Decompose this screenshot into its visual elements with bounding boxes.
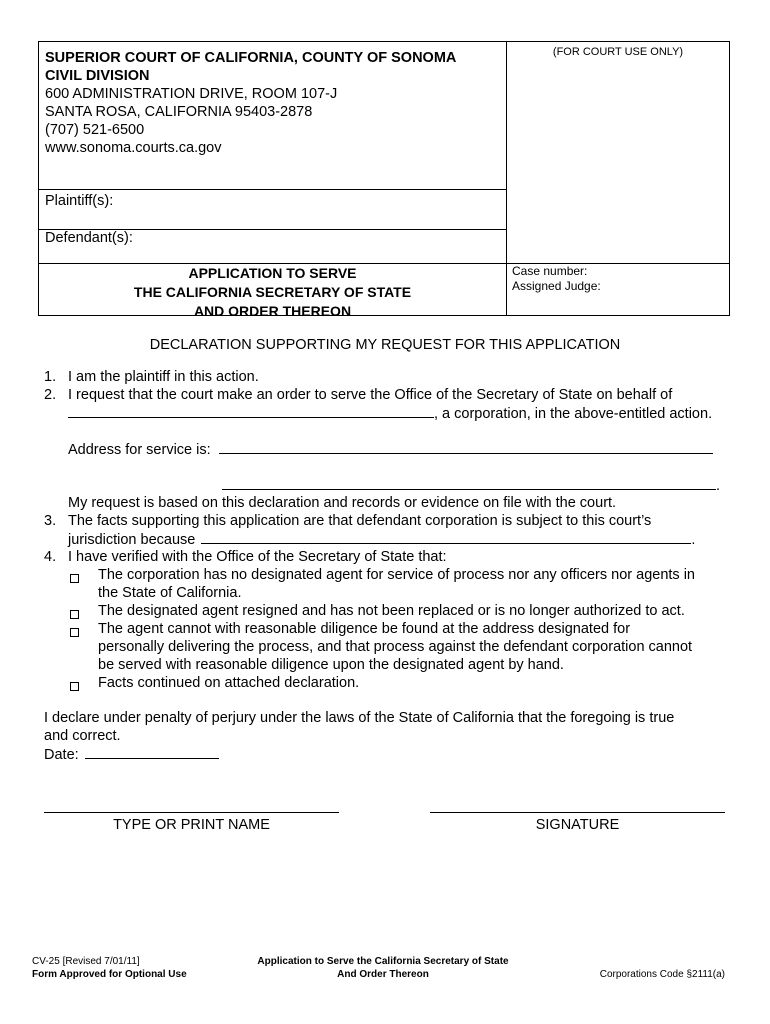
item-2-number: 2.	[44, 387, 57, 403]
item-1-text: I am the plaintiff in this action.	[68, 369, 259, 385]
date-label: Date:	[44, 747, 79, 763]
address-field-line-2[interactable]	[222, 476, 716, 490]
plaintiff-label: Plaintiff(s):	[45, 193, 114, 209]
item-3-number: 3.	[44, 513, 57, 529]
item-4-number: 4.	[44, 549, 57, 565]
jurisdiction-period: .	[691, 532, 696, 548]
form-title-line-3: AND ORDER THEREON	[193, 303, 352, 319]
court-address-2: SANTA ROSA, CALIFORNIA 95403-2878	[45, 104, 313, 120]
checkbox-facts-continued[interactable]	[70, 678, 79, 696]
item-3-text-2: jurisdiction because	[68, 532, 196, 548]
form-title-line-1: APPLICATION TO SERVE	[188, 265, 357, 281]
court-name: SUPERIOR COURT OF CALIFORNIA, COUNTY OF SONOMA	[45, 50, 457, 66]
court-division: CIVIL DIVISION	[45, 68, 150, 84]
checkbox-no-agent-text-1: The corporation has no designated agent for service of process nor any officers nor agents in	[98, 567, 695, 583]
court-address-1: 600 ADMINISTRATION DRIVE, ROOM 107-J	[45, 86, 338, 102]
item-4-text: I have verified with the Office of the Secretary of State that:	[68, 549, 447, 565]
print-name-field[interactable]	[44, 812, 339, 813]
checkbox-facts-continued-text: Facts continued on attached declaration.	[98, 675, 360, 691]
item-2-text: I request that the court make an order to serve the Office of the Secretary of State on behalf of	[68, 387, 673, 403]
address-for-service-label: Address for service is:	[68, 442, 211, 458]
checkbox-agent-not-found[interactable]	[70, 624, 79, 642]
address-period: .	[716, 478, 721, 494]
checkbox-agent-not-found-text-1: The agent cannot with reasonable diligence be found at the address designated for	[98, 621, 631, 637]
declare-text-2: and correct.	[44, 728, 121, 744]
signature-label: SIGNATURE	[535, 817, 620, 833]
form-approved-note: Form Approved for Optional Use	[32, 969, 187, 980]
court-phone: (707) 521-6500	[45, 122, 145, 138]
footer-title-2: And Order Thereon	[337, 969, 429, 980]
signature-field[interactable]	[430, 812, 725, 813]
caption-divider	[506, 42, 507, 315]
declare-text-1: I declare under penalty of perjury under the laws of the State of California that the foregoing is true	[44, 710, 675, 726]
checkbox-agent-resigned[interactable]	[70, 606, 79, 624]
case-number-label: Case number:	[512, 264, 588, 278]
checkbox-no-agent[interactable]	[70, 570, 79, 588]
defendant-label: Defendant(s):	[45, 230, 133, 246]
print-name-label: TYPE OR PRINT NAME	[113, 817, 270, 833]
date-field[interactable]	[85, 745, 219, 759]
address-field-line-1[interactable]	[219, 440, 713, 454]
corporations-code: Corporations Code §2111(a)	[599, 969, 725, 980]
corporation-name-field[interactable]	[68, 404, 434, 418]
item-2-suffix: , a corporation, in the above-entitled action.	[434, 406, 713, 422]
item-3-text: The facts supporting this application are that defendant corporation is subject to this court’s	[68, 513, 652, 529]
court-website: www.sonoma.courts.ca.gov	[45, 140, 222, 156]
request-basis-text: My request is based on this declaration and records or evidence on file with the court.	[68, 495, 617, 511]
jurisdiction-field[interactable]	[201, 530, 691, 544]
checkbox-agent-resigned-text: The designated agent resigned and has not been replaced or is no longer authorized to act.	[98, 603, 685, 619]
form-title-line-2: THE CALIFORNIA SECRETARY OF STATE	[133, 284, 412, 300]
checkbox-no-agent-text-2: the State of California.	[98, 585, 242, 601]
caption-box	[38, 41, 730, 319]
checkbox-agent-not-found-text-2: personally delivering the process, and that process against the defendant corporation cannot	[98, 639, 693, 655]
checkbox-agent-not-found-text-3: be served with reasonable diligence upon the designated agent by hand.	[98, 657, 564, 673]
court-info-divider	[39, 189, 506, 190]
form-id: CV-25 [Revised 7/01/11]	[32, 956, 140, 967]
footer-title-1: Application to Serve the California Secretary of State	[257, 956, 509, 967]
assigned-judge-label: Assigned Judge:	[512, 279, 601, 293]
declaration-heading: DECLARATION SUPPORTING MY REQUEST FOR THIS APPLICATION	[149, 337, 621, 353]
court-use-only-label: (FOR COURT USE ONLY)	[552, 46, 684, 58]
item-1-number: 1.	[44, 369, 57, 385]
